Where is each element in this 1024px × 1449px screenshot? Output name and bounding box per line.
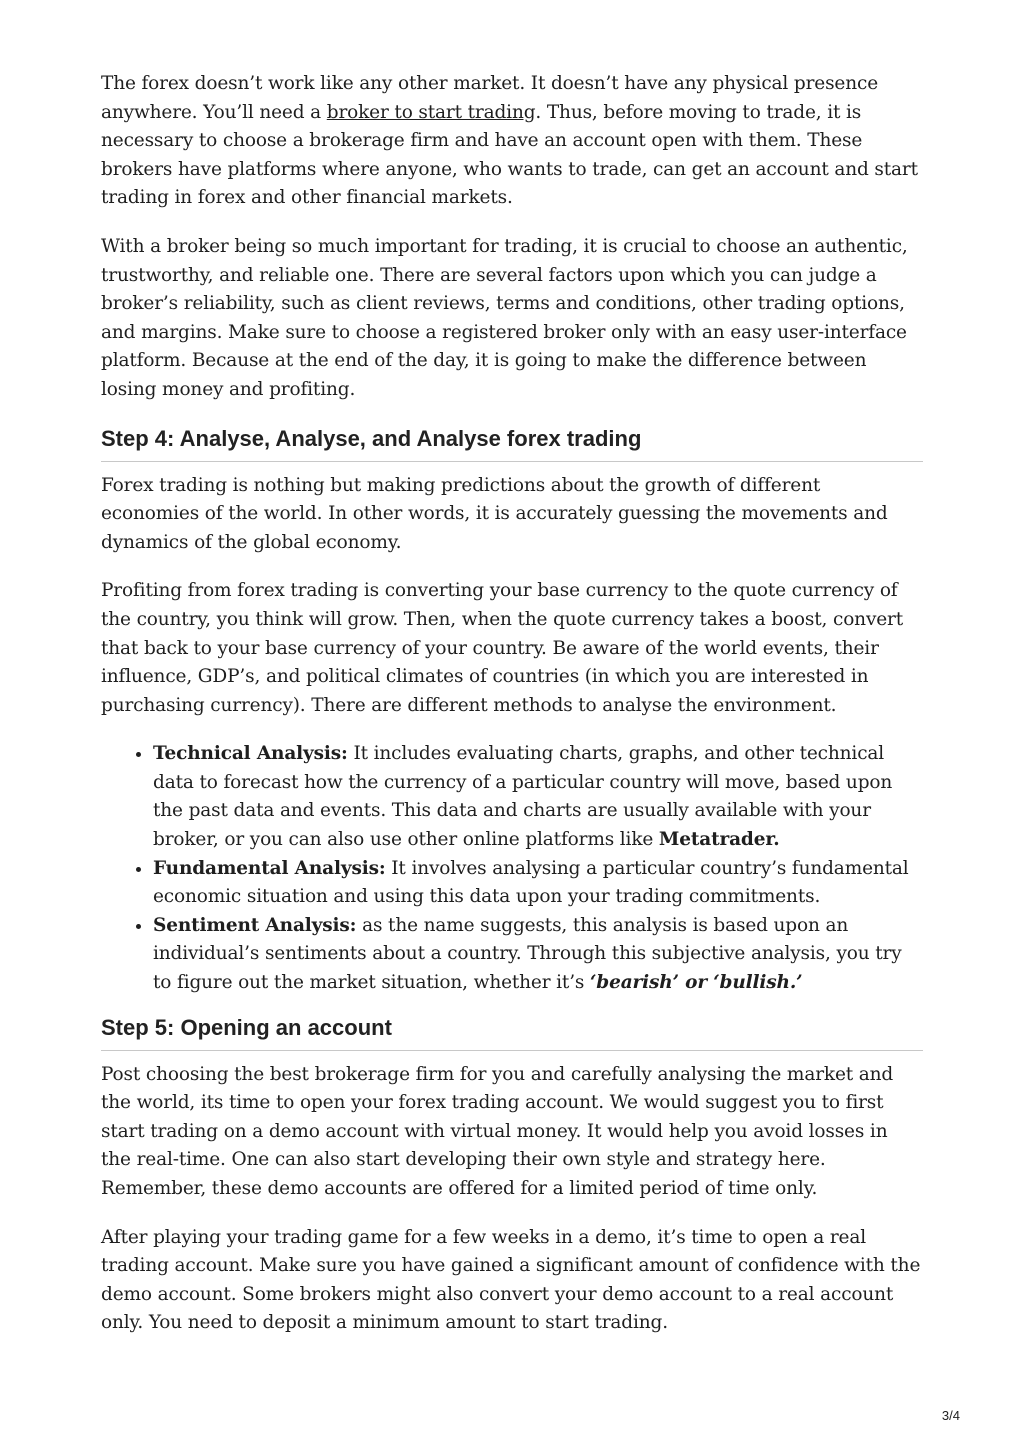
broker-link[interactable]: broker to start trading xyxy=(326,101,536,123)
step5-paragraph-1: Post choosing the best brokerage firm for you and carefully analysing the market and the world, its time to open your forex trading account. We would suggest you to first start trading on a demo account with virtual money. It would help you avoid losses in the real-time. One can also start developing their own style and strategy here. Remember, these demo accounts are offered for a limited period of time only. xyxy=(101,1063,894,1199)
bullet-text: It includes evaluating charts, graphs, and other technical data to forecast how the currency of a particular country will move, based upon the past data and events. This data and charts are usually available with your broker, or you can also use other online platforms like xyxy=(153,743,893,851)
list-item-sentiment-analysis xyxy=(153,912,923,998)
paragraph-broker-choice: With a broker being so much important for trading, it is crucial to choose an authentic, trustworthy, and reliable one. There are several factors upon which you can judge a broker’s reliability, such as client reviews, terms and conditions, other trading options, and margins. Make sure to choose a registered broker only with an easy user-interface platform. Because at the end of the day, it is going to make the difference between losing money and profiting. xyxy=(101,235,908,400)
step5-heading: Step 5: Opening an account xyxy=(101,1014,923,1051)
article-content xyxy=(101,70,923,1358)
step4-paragraph-1: Forex trading is nothing but making predictions about the growth of different economies of the world. In other words, it is accurately guessing the movements and dynamics of the global economy. xyxy=(101,474,888,553)
step5-paragraph-2: After playing your trading game for a few weeks in a demo, it’s time to open a real trading account. Make sure you have gained a significant amount of confidence with the demo account. Some brokers might also convert your demo account to a real account only. You need to deposit a minimum amount to start trading. xyxy=(101,1226,921,1334)
bullet-term: Fundamental Analysis: xyxy=(153,857,386,879)
list-item-technical-analysis xyxy=(153,740,923,854)
step4-heading: Step 4: Analyse, Analyse, and Analyse forex trading xyxy=(101,425,923,462)
bullet-emphasis: ‘bearish’ or ‘bullish.’ xyxy=(590,972,803,994)
bullet-text: It involves analysing a particular country’s fundamental economic situation and using this data upon your trading commitments. xyxy=(153,857,909,908)
bullet-emphasis: Metatrader. xyxy=(658,829,780,851)
paragraph-text: The forex doesn’t work like any other market. It doesn’t have any physical presence anywhere. You’ll need a xyxy=(101,73,879,123)
list-item-fundamental-analysis xyxy=(153,855,923,912)
bullet-text: as the name suggests, this analysis is based upon an individual’s sentiments about a country. Through this subjective analysis, you try to figure out the market situation, whether it’s xyxy=(153,914,902,994)
page-number: 3/4 xyxy=(941,1408,960,1423)
paragraph-text: . Thus, before moving to trade, it is necessary to choose a brokerage firm and have an account open with them. These brokers have platforms where anyone, who wants to trade, can get an account and start trading in forex and other financial markets. xyxy=(101,101,918,209)
bullet-term: Sentiment Analysis: xyxy=(153,914,357,936)
bullet-term: Technical Analysis: xyxy=(153,743,348,765)
paragraph-broker-intro xyxy=(101,70,923,213)
step4-paragraph-2: Profiting from forex trading is converting your base currency to the quote currency of the country, you think will grow. Then, when the quote currency takes a boost, convert that back to your base currency of your country. Be aware of the world events, their influence, GDP’s, and political climates of countries (in which you are interested in purchasing currency). There are different methods to analyse the environment. xyxy=(101,580,904,716)
analysis-methods-list xyxy=(101,740,923,997)
